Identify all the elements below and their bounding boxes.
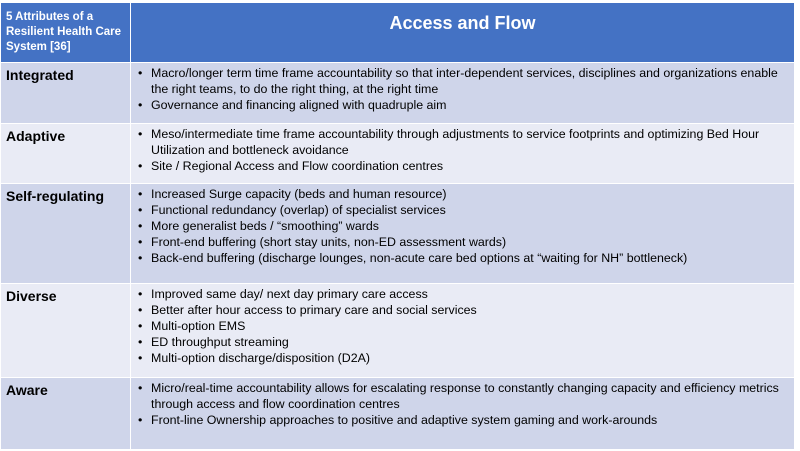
list-item: • Meso/intermediate time frame accountability through adjustments to service footprints and optimizing Bed Hour Utilization and bottleneck avoidance — [137, 126, 788, 158]
attribute-items — [131, 284, 795, 378]
attribute-name: Self-regulating — [1, 184, 131, 284]
table-row-integrated — [1, 63, 795, 124]
attributes-table — [0, 2, 795, 450]
list-item: • Multi-option EMS — [137, 318, 788, 334]
table-row-diverse — [1, 284, 795, 378]
list-item: • Back-end buffering (discharge lounges, non-acute care bed options at “waiting for NH” bottleneck) — [137, 250, 788, 266]
list-item: • Front-end buffering (short stay units, non-ED assessment wards) — [137, 234, 788, 250]
attribute-items — [131, 378, 795, 450]
list-item: • Increased Surge capacity (beds and human resource) — [137, 186, 788, 202]
list-item: • Site / Regional Access and Flow coordination centres — [137, 158, 788, 174]
table-row-adaptive — [1, 124, 795, 184]
attribute-items — [131, 63, 795, 124]
list-item: • Multi-option discharge/disposition (D2A) — [137, 350, 788, 366]
attribute-name: Diverse — [1, 284, 131, 378]
attribute-name: Integrated — [1, 63, 131, 124]
list-item: • Front-line Ownership approaches to positive and adaptive system gaming and work-arounds — [137, 412, 788, 428]
attribute-name: Aware — [1, 378, 131, 450]
table-row-self-regulating — [1, 184, 795, 284]
list-item: • Improved same day/ next day primary care access — [137, 286, 788, 302]
list-item: • Better after hour access to primary care and social services — [137, 302, 788, 318]
list-item: • Macro/longer term time frame accountability so that inter-dependent services, disciplines and organizations enable the right teams, to do the right thing, at the right time — [137, 65, 788, 97]
list-item: • Functional redundancy (overlap) of specialist services — [137, 202, 788, 218]
list-item: • More generalist beds / “smoothing” wards — [137, 218, 788, 234]
list-item: • ED throughput streaming — [137, 334, 788, 350]
table-row-aware — [1, 378, 795, 450]
attribute-name: Adaptive — [1, 124, 131, 184]
table-header-row — [1, 3, 795, 63]
attribute-items — [131, 124, 795, 184]
list-item: • Governance and financing aligned with quadruple aim — [137, 97, 788, 113]
header-title: Access and Flow — [131, 3, 795, 63]
attribute-items — [131, 184, 795, 284]
header-attributes-label: 5 Attributes of a Resilient Health Care System [36] — [1, 3, 131, 63]
list-item: • Micro/real-time accountability allows for escalating response to constantly changing capacity and efficiency metrics through access and flow coordination centres — [137, 380, 788, 412]
